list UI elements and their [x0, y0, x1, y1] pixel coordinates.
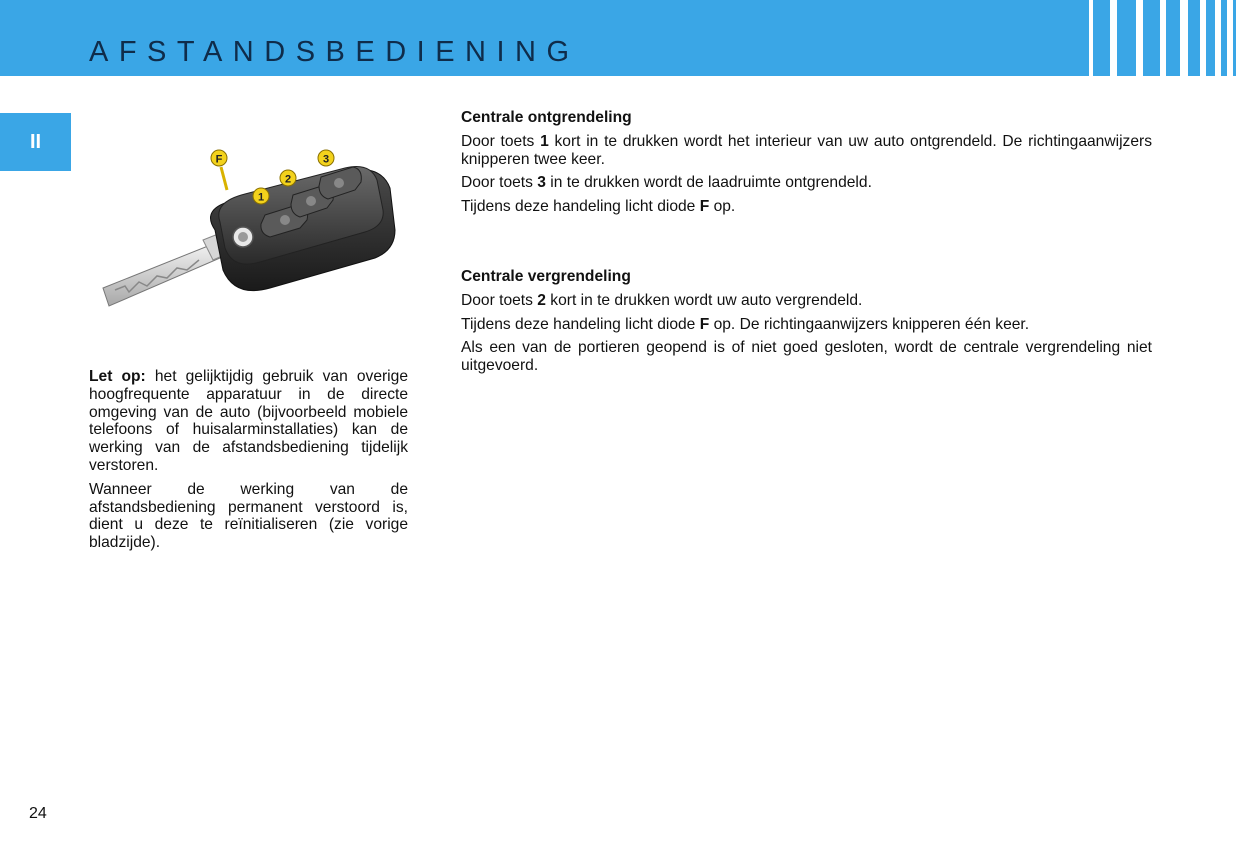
main-column: [461, 109, 1152, 381]
callout-F: [211, 150, 227, 190]
lock-paragraph-3: Als een van de portieren geopend is of niet goed gesloten, wordt de centrale vergrendeling niet uitgevoerd.: [461, 339, 1152, 375]
callout-2: [280, 170, 296, 186]
callout-3: [318, 150, 334, 166]
lock-paragraph-1: Door toets 2 kort in te drukken wordt uw auto vergrendeld.: [461, 291, 863, 309]
page-header: [0, 0, 1241, 76]
header-stripes: [1081, 0, 1241, 76]
callout-1: [253, 188, 269, 204]
fob-body: [211, 167, 396, 291]
lock-paragraph-2: Tijdens deze handeling licht diode F op. De richtingaanwijzers knipperen één keer.: [461, 315, 1030, 333]
unlock-paragraph-2: Door toets 3 in te drukken wordt de laadruimte ontgrendeld.: [461, 174, 872, 192]
remote-key-fob-icon: [95, 140, 410, 330]
note-paragraph-2: Wanneer de werking van de afstandsbediening permanent verstoord is, dient u deze te reïnitialiseren (zie vorige bladzijde).: [89, 480, 408, 552]
key-blade: [103, 232, 231, 306]
note-text: het gelijktijdig gebruik van overige hoogfrequente apparatuur in de directe omgeving van de auto (bijvoorbeeld mobiele telefoons of huisalarminstallaties) kan de werking van de afstandsbediening tijdelijk verstoren.: [89, 368, 408, 474]
callout-F-label: F: [215, 153, 223, 166]
callout-2-label: 2: [284, 173, 292, 186]
callout-1-label: 1: [257, 191, 265, 204]
page-title: AFSTANDSBEDIENING: [89, 36, 580, 68]
note-column: [89, 368, 408, 558]
chapter-tab: II: [0, 113, 71, 171]
note-paragraph: [89, 368, 408, 475]
unlock-paragraph-3: Tijdens deze handeling licht diode F op.: [461, 198, 736, 216]
page-number: 24: [29, 805, 47, 822]
callout-3-label: 3: [322, 153, 330, 166]
unlock-paragraph-1: Door toets 1 kort in te drukken wordt het interieur van uw auto ontgrendeld. De richtingaanwijzers knipperen twee keer.: [461, 132, 1153, 168]
lock-heading: Centrale vergrendeling: [461, 267, 631, 285]
unlock-heading: Centrale ontgrendeling: [461, 109, 632, 126]
note-lead: Let op:: [89, 368, 146, 385]
